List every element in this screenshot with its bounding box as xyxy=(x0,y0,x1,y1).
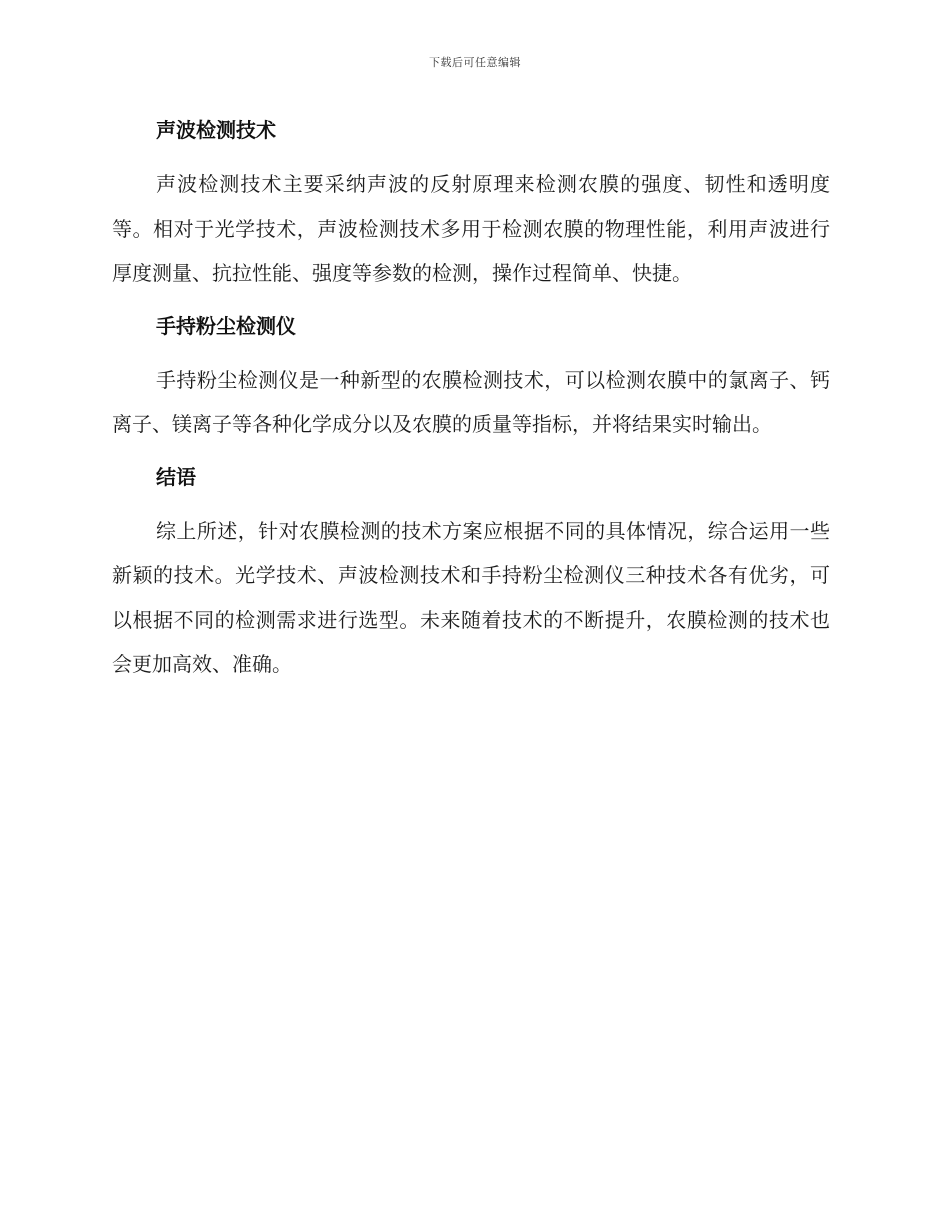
section-heading: 手持粉尘检测仪 xyxy=(156,313,296,338)
section-acoustic-detection xyxy=(112,112,830,296)
document-body xyxy=(112,112,830,699)
section-heading: 结语 xyxy=(156,464,196,489)
section-handheld-dust-detector xyxy=(112,308,830,447)
section-paragraph: 手持粉尘检测仪是一种新型的农膜检测技术，可以检测农膜中的氯离子、钙离子、镁离子等各种化学成分以及农膜的质量等指标，并将结果实时输出。 xyxy=(112,367,830,436)
section-paragraph: 声波检测技术主要采纳声波的反射原理来检测农膜的强度、韧性和透明度等。相对于光学技术，声波检测技术多用于检测农膜的物理性能，利用声波进行厚度测量、抗拉性能、强度等参数的检测，操作过程简单、快捷。 xyxy=(112,172,830,285)
page-header: 下载后可任意编辑 xyxy=(429,56,521,69)
section-conclusion xyxy=(112,459,830,687)
section-paragraph: 综上所述，针对农膜检测的技术方案应根据不同的具体情况，综合运用一些新颖的技术。光学技术、声波检测技术和手持粉尘检测仪三种技术各有优劣，可以根据不同的检测需求进行选型。未来随着技术的不断提升，农膜检测的技术也会更加高效、准确。 xyxy=(112,518,830,676)
section-heading: 声波检测技术 xyxy=(156,118,276,142)
